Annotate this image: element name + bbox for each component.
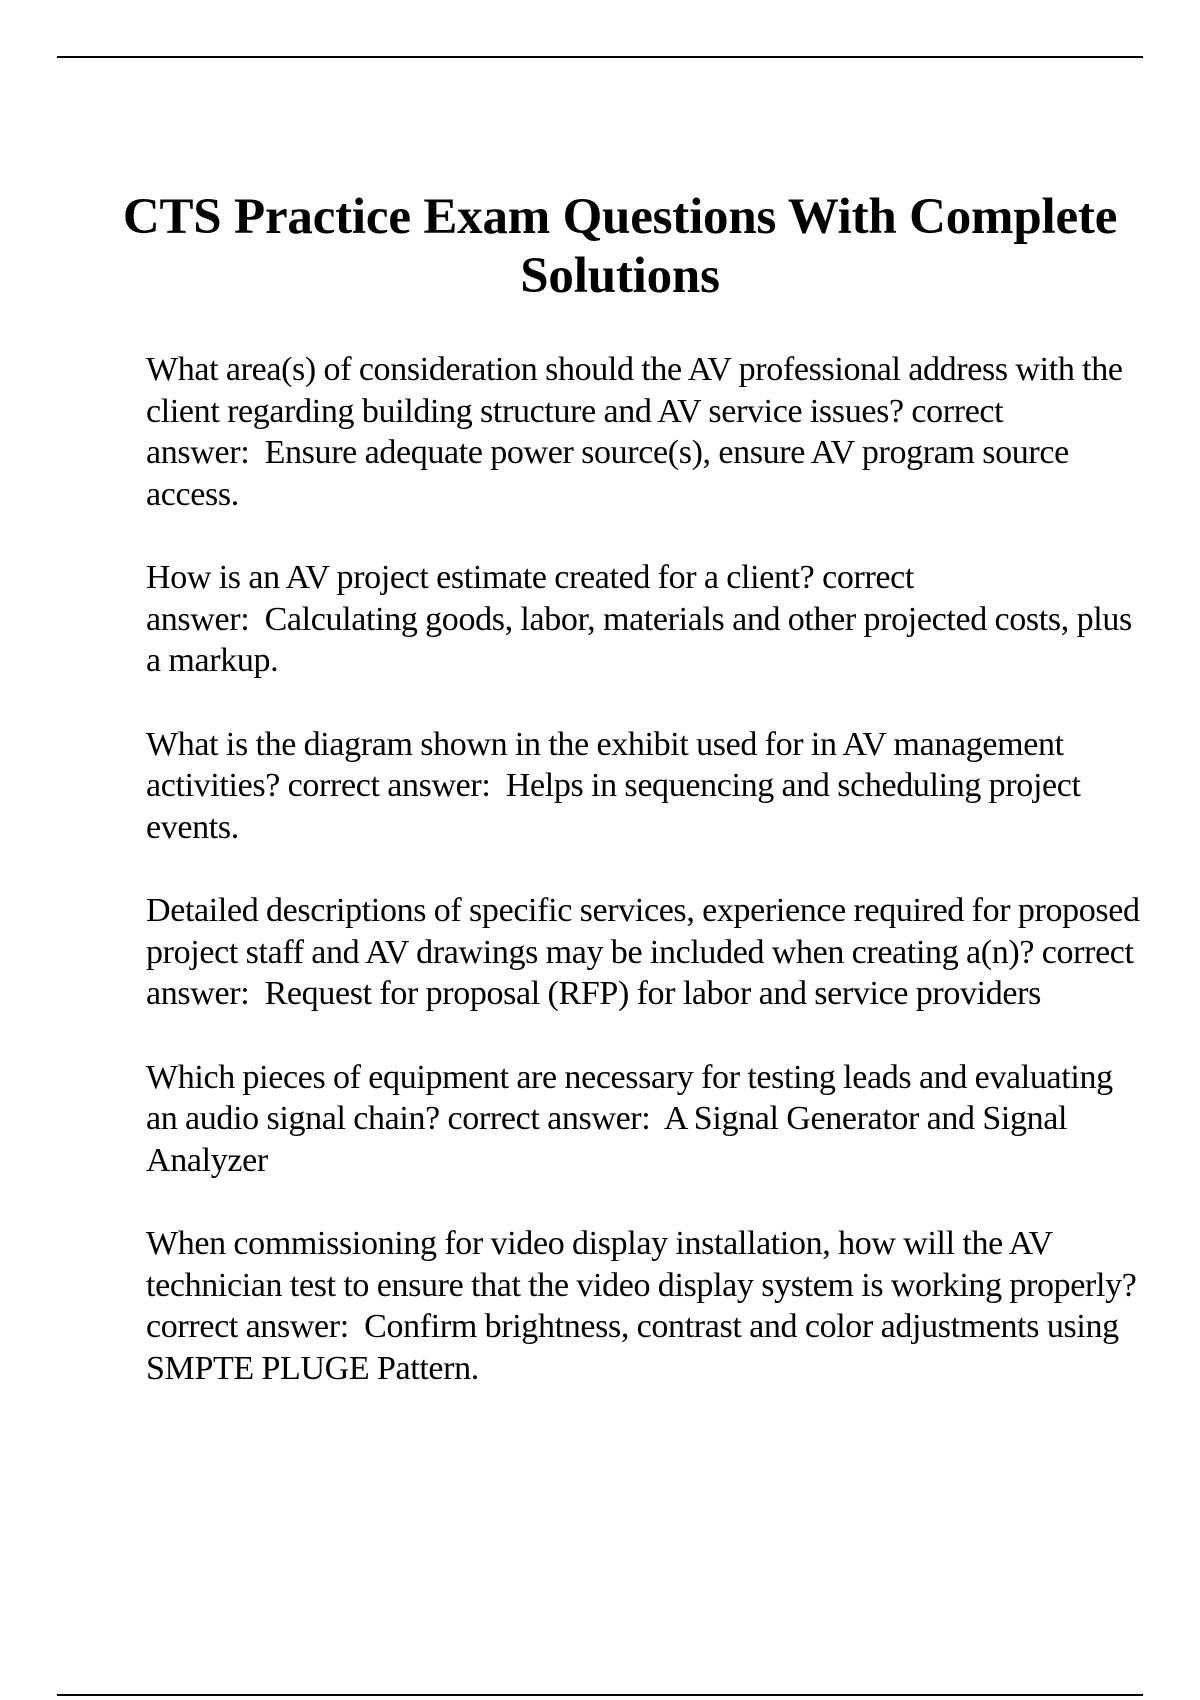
answer-text: Confirm brightness, contrast and color adjustments using SMPTE PLUGE Pattern. (146, 1308, 1127, 1387)
question-text: Which pieces of equipment are necessary for testing leads and evaluating an audio signal chain? (146, 1058, 1121, 1137)
answer-text: Ensure adequate power source(s), ensure AV program source access. (146, 434, 1077, 513)
answer-text: Calculating goods, labor, materials and other projected costs, plus a markup. (146, 600, 1140, 679)
qa-list (146, 349, 1146, 1431)
answer-label: correct answer: (146, 933, 1142, 1012)
qa-item (146, 1223, 1146, 1389)
answer-label: correct answer: (146, 559, 922, 638)
answer-label: correct answer: (447, 1100, 651, 1137)
question-text: What area(s) of consideration should the AV professional address with the client regarding building structure and AV service issues? (146, 351, 1131, 430)
question-text: Detailed descriptions of specific services, experience required for proposed project staff and AV drawings may be included when creating a(n)? (146, 892, 1148, 971)
answer-text: Helps in sequencing and scheduling project events. (146, 767, 1089, 846)
qa-item (146, 890, 1146, 1015)
answer-text: Request for proposal (RFP) for labor and service providers (264, 975, 1042, 1012)
answer-label: correct answer: (146, 1308, 349, 1345)
bottom-rule (57, 1694, 1143, 1696)
qa-item (146, 1057, 1146, 1182)
qa-item (146, 557, 1146, 682)
answer-label: correct answer: (287, 767, 491, 804)
answer-label: correct answer: (146, 392, 1011, 471)
qa-item (146, 349, 1146, 515)
top-rule (57, 56, 1143, 58)
qa-item (146, 724, 1146, 849)
question-text: What is the diagram shown in the exhibit used for in AV management activities? (146, 725, 1072, 804)
question-text: How is an AV project estimate created for a client? (146, 559, 815, 596)
answer-text: A Signal Generator and Signal Analyzer (146, 1100, 1073, 1179)
question-text: When commissioning for video display installation, how will the AV technician test to ensure that the video display system is working properly? (146, 1225, 1137, 1304)
document-title: CTS Practice Exam Questions With Complete Solutions (122, 189, 1118, 304)
